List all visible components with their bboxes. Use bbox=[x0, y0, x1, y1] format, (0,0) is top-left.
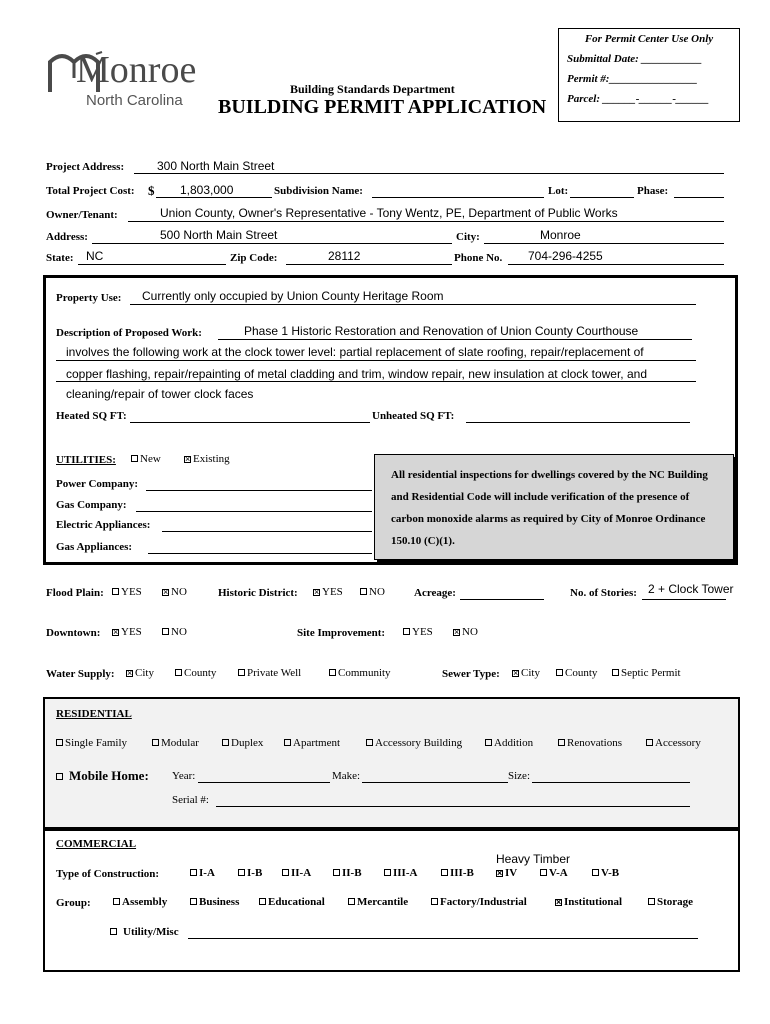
construction-iiia-checkbox[interactable] bbox=[384, 869, 391, 876]
state-field[interactable]: NC bbox=[86, 249, 104, 263]
group-storage-option[interactable]: Storage bbox=[648, 896, 693, 908]
downtown-yes-checkbox[interactable] bbox=[112, 629, 119, 636]
res-duplex-option[interactable]: Duplex bbox=[222, 737, 263, 749]
sewer-city-option[interactable]: × City bbox=[512, 667, 540, 679]
construction-iib-option[interactable]: II-B bbox=[333, 867, 362, 879]
water-county-checkbox[interactable] bbox=[175, 669, 182, 676]
flood-no-checkbox[interactable] bbox=[162, 589, 169, 596]
logo-text: Monroe bbox=[76, 49, 197, 91]
water-private-well-option[interactable]: Private Well bbox=[238, 667, 301, 679]
group-institutional-option[interactable]: × Institutional bbox=[555, 896, 622, 908]
zip-label: Zip Code: bbox=[230, 252, 278, 264]
downtown-label: Downtown: bbox=[46, 627, 101, 639]
construction-iv-option[interactable]: × IV bbox=[496, 867, 517, 879]
res-accessory-option[interactable]: Accessory bbox=[646, 737, 701, 749]
phase-label: Phase: bbox=[637, 185, 669, 197]
description-label: Description of Proposed Work: bbox=[56, 327, 202, 339]
group-assembly-checkbox[interactable] bbox=[113, 898, 120, 905]
utilities-existing-option[interactable]: × Existing bbox=[184, 453, 230, 465]
res-duplex-checkbox[interactable] bbox=[222, 739, 229, 746]
siteimp-yes-option[interactable]: YES bbox=[403, 626, 433, 638]
group-educational-option[interactable]: Educational bbox=[259, 896, 325, 908]
construction-ia-option[interactable]: I-A bbox=[190, 867, 215, 879]
group-factory-option[interactable]: Factory/Industrial bbox=[431, 896, 527, 908]
mobile-make-label: Make: bbox=[332, 770, 361, 782]
water-city-option[interactable]: × City bbox=[126, 667, 154, 679]
owner-field[interactable]: Union County, Owner's Representative - Tony Wentz, PE, Department of Public Works bbox=[160, 206, 618, 220]
res-single-family-checkbox[interactable] bbox=[56, 739, 63, 746]
sewer-county-checkbox[interactable] bbox=[556, 669, 563, 676]
project-address-label: Project Address: bbox=[46, 161, 125, 173]
group-educational-checkbox[interactable] bbox=[259, 898, 266, 905]
unheated-sqft-label: Unheated SQ FT: bbox=[372, 410, 455, 422]
water-supply-label: Water Supply: bbox=[46, 668, 115, 680]
property-use-field[interactable]: Currently only occupied by Union County Heritage Room bbox=[142, 289, 444, 303]
parcel-number: Parcel: ______-______-______ bbox=[567, 93, 710, 105]
res-renovations-checkbox[interactable] bbox=[558, 739, 565, 746]
mobile-home-checkbox[interactable] bbox=[56, 773, 63, 780]
sewer-septic-option[interactable]: Septic Permit bbox=[612, 667, 681, 679]
water-community-option[interactable]: Community bbox=[329, 667, 391, 679]
residential-section bbox=[43, 697, 740, 829]
heavy-timber-note: Heavy Timber bbox=[496, 852, 571, 866]
construction-va-checkbox[interactable] bbox=[540, 869, 547, 876]
res-modular-checkbox[interactable] bbox=[152, 739, 159, 746]
project-address-field[interactable]: 300 North Main Street bbox=[157, 159, 275, 173]
construction-iib-checkbox[interactable] bbox=[333, 869, 340, 876]
res-modular-option[interactable]: Modular bbox=[152, 737, 199, 749]
construction-type-label: Type of Construction: bbox=[56, 868, 160, 880]
utilities-new-option[interactable]: New bbox=[131, 453, 161, 465]
downtown-no-option[interactable]: NO bbox=[162, 626, 187, 638]
sewer-septic-checkbox[interactable] bbox=[612, 669, 619, 676]
construction-vb-checkbox[interactable] bbox=[592, 869, 599, 876]
address-label: Address: bbox=[46, 231, 88, 243]
city-label: City: bbox=[456, 231, 480, 243]
water-private-well-checkbox[interactable] bbox=[238, 669, 245, 676]
lot-label: Lot: bbox=[548, 185, 569, 197]
historic-no-checkbox[interactable] bbox=[360, 588, 367, 595]
utilities-label: UTILITIES: bbox=[56, 454, 116, 466]
commercial-title: COMMERCIAL bbox=[56, 838, 137, 850]
page-title: BUILDING PERMIT APPLICATION bbox=[218, 96, 547, 118]
description-line-2[interactable]: involves the following work at the clock tower level: partial replacement of slate roofing, repair/replacement of bbox=[66, 345, 644, 359]
stories-field[interactable]: 2 + Clock Tower bbox=[648, 582, 734, 596]
gas-company-label: Gas Company: bbox=[56, 499, 127, 511]
co-alarm-notice-text: All residential inspections for dwellings covered by the NC Building and Residential Code will include verification of the presence of carbon monoxide alarms as required by City of Monroe Ordinance 150.10 (C)(1). bbox=[391, 469, 708, 547]
mobile-serial-label: Serial #: bbox=[172, 794, 209, 806]
siteimp-no-checkbox[interactable] bbox=[453, 629, 460, 636]
address-field[interactable]: 500 North Main Street bbox=[160, 228, 278, 242]
res-accessory-checkbox[interactable] bbox=[646, 739, 653, 746]
res-apartment-checkbox[interactable] bbox=[284, 739, 291, 746]
water-county-option[interactable]: County bbox=[175, 667, 216, 679]
description-line-4[interactable]: cleaning/repair of tower clock faces bbox=[66, 387, 254, 401]
flood-yes-option[interactable]: YES bbox=[112, 586, 142, 598]
phone-label: Phone No. bbox=[454, 252, 503, 264]
mobile-size-label: Size: bbox=[508, 770, 530, 782]
group-mercantile-checkbox[interactable] bbox=[348, 898, 355, 905]
construction-iiib-checkbox[interactable] bbox=[441, 869, 448, 876]
phone-field[interactable]: 704-296-4255 bbox=[528, 249, 603, 263]
construction-iv-checkbox[interactable] bbox=[496, 870, 503, 877]
downtown-no-checkbox[interactable] bbox=[162, 628, 169, 635]
sewer-county-option[interactable]: County bbox=[556, 667, 597, 679]
construction-va-option[interactable]: V-A bbox=[540, 867, 568, 879]
permit-center-box bbox=[558, 28, 740, 122]
sewer-city-checkbox[interactable] bbox=[512, 670, 519, 677]
submittal-date: Submittal Date: ___________ bbox=[567, 53, 703, 65]
total-cost-label: Total Project Cost: bbox=[46, 185, 135, 197]
construction-ib-checkbox[interactable] bbox=[238, 869, 245, 876]
department-name: Building Standards Department bbox=[290, 82, 455, 96]
res-renovations-option[interactable]: Renovations bbox=[558, 737, 622, 749]
residential-title: RESIDENTIAL bbox=[56, 708, 132, 720]
property-use-label: Property Use: bbox=[56, 292, 122, 304]
historic-no-option[interactable]: NO bbox=[360, 586, 385, 598]
res-apartment-option[interactable]: Apartment bbox=[284, 737, 340, 749]
heated-sqft-label: Heated SQ FT: bbox=[56, 410, 127, 422]
res-accessory-building-checkbox[interactable] bbox=[366, 739, 373, 746]
res-single-family-option[interactable]: Single Family bbox=[56, 737, 127, 749]
group-factory-checkbox[interactable] bbox=[431, 898, 438, 905]
owner-label: Owner/Tenant: bbox=[46, 209, 118, 221]
utility-misc-checkbox[interactable] bbox=[110, 928, 117, 935]
water-city-checkbox[interactable] bbox=[126, 670, 133, 677]
group-storage-checkbox[interactable] bbox=[648, 898, 655, 905]
total-cost-field[interactable]: 1,803,000 bbox=[180, 183, 234, 197]
construction-iiib-option[interactable]: III-B bbox=[441, 867, 474, 879]
group-assembly-option[interactable]: Assembly bbox=[113, 896, 167, 908]
logo bbox=[46, 44, 216, 114]
site-improvement-label: Site Improvement: bbox=[297, 627, 386, 639]
mobile-home-option[interactable]: Mobile Home: bbox=[56, 768, 149, 784]
city-field[interactable]: Monroe bbox=[540, 228, 581, 242]
downtown-yes-option[interactable]: × YES bbox=[112, 626, 142, 638]
historic-yes-option[interactable]: × YES bbox=[313, 586, 343, 598]
gas-appliances-label: Gas Appliances: bbox=[56, 541, 133, 553]
co-alarm-notice bbox=[374, 454, 734, 560]
utilities-new-checkbox[interactable] bbox=[131, 455, 138, 462]
flood-no-option[interactable]: × NO bbox=[162, 586, 187, 598]
cost-currency: $ bbox=[148, 183, 155, 198]
acreage-label: Acreage: bbox=[414, 587, 456, 599]
water-community-checkbox[interactable] bbox=[329, 669, 336, 676]
res-accessory-building-option[interactable]: Accessory Building bbox=[366, 737, 462, 749]
historic-district-label: Historic District: bbox=[218, 587, 298, 599]
description-line-3[interactable]: copper flashing, repair/repainting of metal cladding and trim, window repair, new insulation at clock tower, and bbox=[66, 367, 647, 381]
state-label: State: bbox=[46, 252, 74, 264]
electric-appliances-label: Electric Appliances: bbox=[56, 519, 151, 531]
description-line-1[interactable]: Phase 1 Historic Restoration and Renovation of Union County Courthouse bbox=[244, 324, 639, 338]
subdivision-label: Subdivision Name: bbox=[274, 185, 363, 197]
logo-subtext: North Carolina bbox=[86, 92, 183, 109]
siteimp-no-option[interactable]: × NO bbox=[453, 626, 478, 638]
sewer-type-label: Sewer Type: bbox=[442, 668, 500, 680]
construction-iia-checkbox[interactable] bbox=[282, 869, 289, 876]
utilities-existing-checkbox[interactable] bbox=[184, 456, 191, 463]
mobile-year-label: Year: bbox=[172, 770, 196, 782]
group-label: Group: bbox=[56, 897, 91, 909]
construction-iia-option[interactable]: II-A bbox=[282, 867, 311, 879]
group-institutional-checkbox[interactable] bbox=[555, 899, 562, 906]
zip-field[interactable]: 28112 bbox=[328, 249, 361, 263]
construction-ib-option[interactable]: I-B bbox=[238, 867, 262, 879]
construction-ia-checkbox[interactable] bbox=[190, 869, 197, 876]
group-mercantile-option[interactable]: Mercantile bbox=[348, 896, 408, 908]
permit-number: Permit #:________________ bbox=[567, 73, 698, 85]
res-addition-option[interactable]: Addition bbox=[485, 737, 533, 749]
permit-box-title: For Permit Center Use Only bbox=[584, 33, 714, 45]
construction-vb-option[interactable]: V-B bbox=[592, 867, 619, 879]
flood-yes-checkbox[interactable] bbox=[112, 588, 119, 595]
siteimp-yes-checkbox[interactable] bbox=[403, 628, 410, 635]
utility-misc-option[interactable]: Utility/Misc bbox=[110, 926, 179, 938]
historic-yes-checkbox[interactable] bbox=[313, 589, 320, 596]
construction-iiia-option[interactable]: III-A bbox=[384, 867, 417, 879]
flood-plain-label: Flood Plain: bbox=[46, 587, 104, 599]
power-company-label: Power Company: bbox=[56, 478, 138, 490]
group-business-checkbox[interactable] bbox=[190, 898, 197, 905]
stories-label: No. of Stories: bbox=[570, 587, 637, 599]
group-business-option[interactable]: Business bbox=[190, 896, 239, 908]
res-addition-checkbox[interactable] bbox=[485, 739, 492, 746]
